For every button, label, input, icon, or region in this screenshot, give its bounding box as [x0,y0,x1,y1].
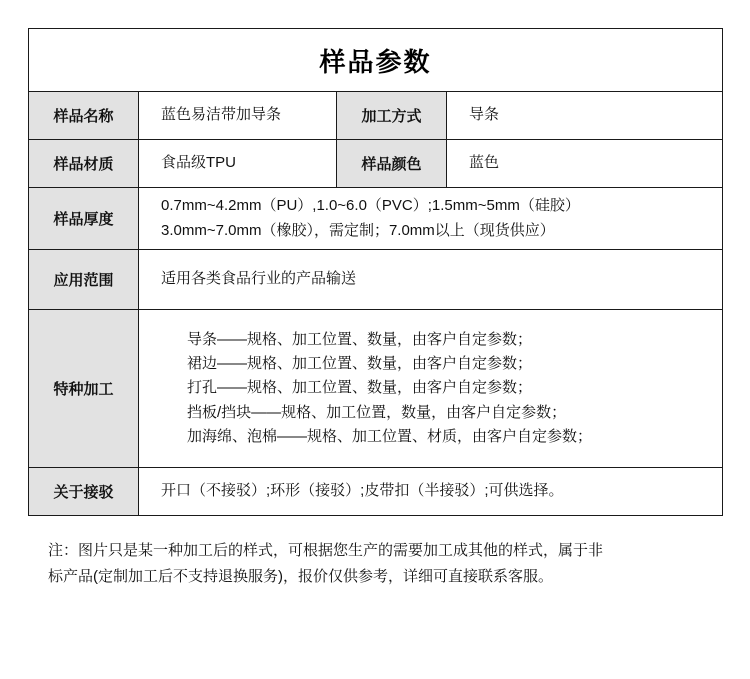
label-sample-name: 样品名称 [29,92,139,140]
page-title: 样品参数 [29,29,723,92]
thickness-line-2: 3.0mm~7.0mm（橡胶），需定制；7.0mm以上（现货供应） [161,221,555,239]
special-line-4: 挡板/挡块——规格、加工位置，数量，由客户自定参数； [187,403,567,421]
label-joining: 关于接驳 [29,468,139,516]
table-row-title [29,29,723,92]
table-row [29,140,723,188]
footer-note-line-1: 注：图片只是某一种加工后的样式，可根据您生产的需要加工成其他的样式，属于非 [48,542,604,559]
label-processing-method: 加工方式 [337,92,447,140]
table-row [29,310,723,468]
special-line-2: 裙边——规格、加工位置、数量，由客户自定参数； [187,355,533,373]
value-sample-thickness [139,188,723,250]
special-line-3: 打孔——规格、加工位置、数量，由客户自定参数； [187,379,533,397]
table-row [29,92,723,140]
thickness-line-1: 0.7mm~4.2mm（PU）,1.0~6.0（PVC）;1.5mm~5mm（硅胶） [161,197,580,215]
label-sample-color: 样品颜色 [337,140,447,188]
label-sample-material: 样品材质 [29,140,139,188]
footer-note-line-2: 标产品(定制加工后不支持退换服务)，报价仅供参考，详细可直接联系客服。 [48,568,553,586]
value-joining: 开口（不接驳）;环形（接驳）;皮带扣（半接驳）;可供选择。 [139,468,723,516]
value-application-scope: 适用各类食品行业的产品输送 [139,250,723,310]
sample-parameters-table [28,28,723,516]
value-sample-color: 蓝色 [447,140,723,188]
label-application-scope: 应用范围 [29,250,139,310]
value-processing-method: 导条 [447,92,723,140]
table-row [29,188,723,250]
table-row [29,250,723,310]
table-row [29,468,723,516]
value-special-processing [139,310,723,468]
label-special-processing: 特种加工 [29,310,139,468]
value-sample-material: 食品级TPU [139,140,337,188]
footer-note [28,538,722,591]
special-line-1: 导条——规格、加工位置、数量，由客户自定参数； [187,330,533,348]
value-sample-name: 蓝色易洁带加导条 [139,92,337,140]
label-sample-thickness: 样品厚度 [29,188,139,250]
special-line-5: 加海绵、泡棉——规格、加工位置、材质，由客户自定参数； [187,427,593,445]
